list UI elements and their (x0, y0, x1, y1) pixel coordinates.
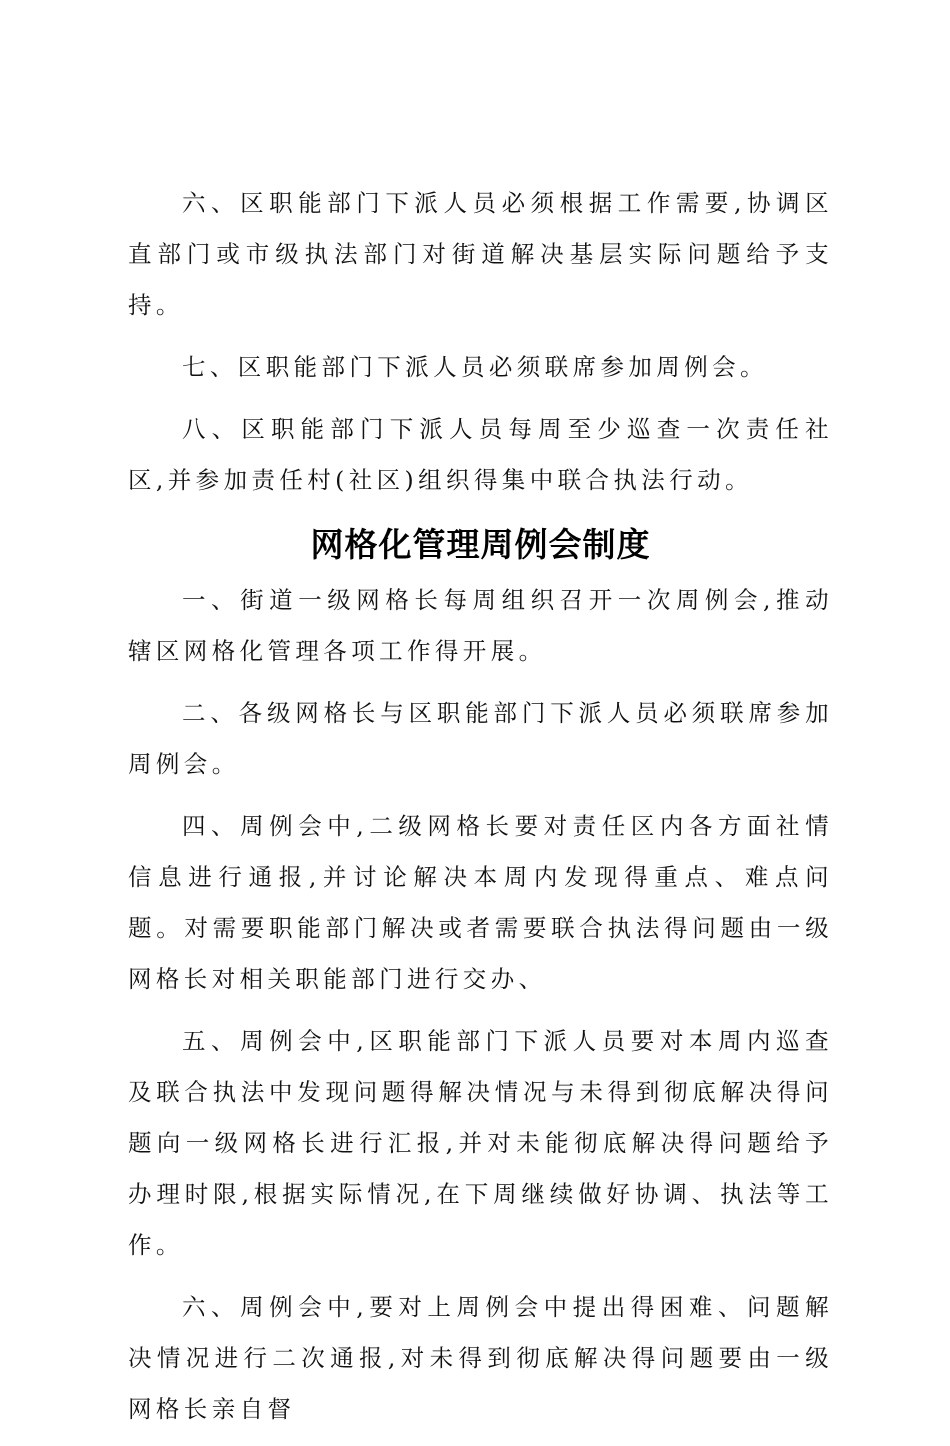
document-body (128, 178, 833, 1446)
paragraph-rule-4: 四、周例会中,二级网格长要对责任区内各方面社情信息进行通报,并讨论解决本周内发现得重点、难点问题。对需要职能部门解决或者需要联合执法得问题由一级网格长对相关职能部门进行交办、 (128, 812, 833, 993)
section-title: 网格化管理周例会制度 (310, 525, 651, 564)
paragraph-rule-2: 二、各级网格长与区职能部门下派人员必须联席参加周例会。 (128, 699, 833, 778)
paragraph-rule-6: 六、周例会中,要对上周例会中提出得困难、问题解决情况进行二次通报,对未得到彻底解决得问题要由一级网格长亲自督 (128, 1293, 833, 1423)
paragraph-item-7-meeting: 七、区职能部门下派人员必须联席参加周例会。 (182, 353, 768, 381)
paragraph-item-8-patrol: 八、区职能部门下派人员每周至少巡查一次责任社区,并参加责任村(社区)组织得集中联合执法行动。 (128, 415, 833, 494)
paragraph-rule-5: 五、周例会中,区职能部门下派人员要对本周内巡查及联合执法中发现问题得解决情况与未得到彻底解决得问题向一级网格长进行汇报,并对未能彻底解决得问题给予办理时限,根据实际情况,在下周继续做好协调、执法等工作。 (128, 1027, 833, 1259)
paragraph-item-6-support: 六、区职能部门下派人员必须根据工作需要,协调区直部门或市级执法部门对街道解决基层实际问题给予支持。 (128, 189, 833, 319)
paragraph-rule-1: 一、街道一级网格长每周组织召开一次周例会,推动辖区网格化管理各项工作得开展。 (128, 586, 833, 665)
